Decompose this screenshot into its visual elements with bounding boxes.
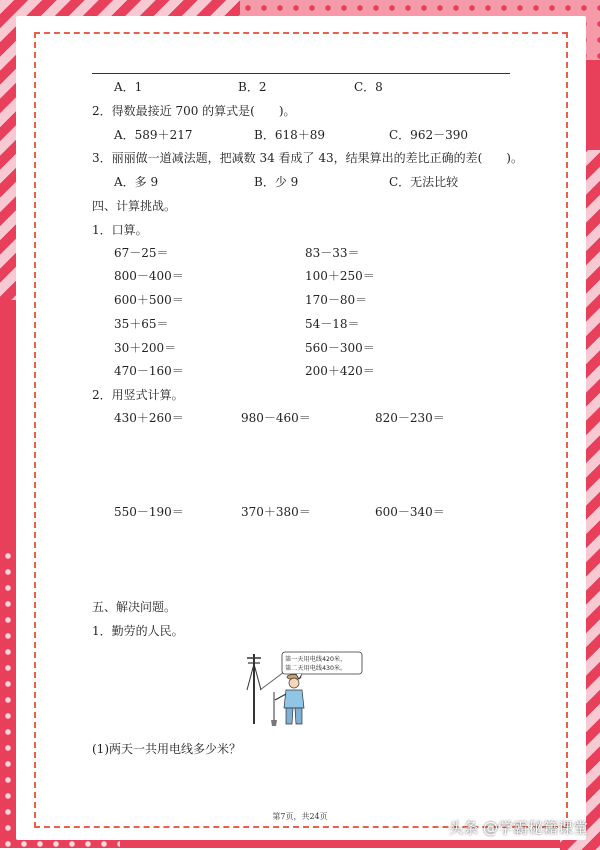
vertical-2: 980－460＝ (241, 411, 311, 425)
vertical-6: 600－340＝ (375, 505, 445, 519)
q3-option-b: B．少 9 (254, 175, 299, 189)
vertical-5: 370＋380＝ (241, 505, 311, 519)
oral-right-5: 560－300＝ (305, 341, 375, 355)
oral-right-3: 170－80＝ (305, 293, 368, 307)
q1-option-a: A．1 (114, 80, 143, 94)
q1-option-c: C．8 (354, 80, 383, 94)
q1-option-b: B．2 (238, 80, 267, 94)
oral-left-1: 67－25＝ (114, 246, 169, 260)
section5-q1: (1)两天一共用电线多少米？ (92, 742, 241, 756)
watermark: 头条 @学霸秘籍课堂 (448, 819, 588, 837)
top-rule (92, 73, 510, 74)
section5-title: 五、解决问题。 (92, 600, 177, 614)
page-footer: 第7页，共24页 (272, 812, 328, 821)
oral-left-2: 800－400＝ (114, 269, 184, 283)
oral-right-6: 200＋420＝ (305, 364, 375, 378)
oral-right-4: 54－18＝ (305, 317, 360, 331)
q2-option-a: A．589＋217 (114, 128, 193, 142)
speech-line-1: 第一天用电线420米， (285, 656, 347, 663)
oral-left-5: 30＋200＝ (114, 341, 177, 355)
oral-right-2: 100＋250＝ (305, 269, 375, 283)
oral-left-6: 470－160＝ (114, 364, 184, 378)
section4-oral-title: 1．口算。 (92, 223, 148, 237)
oral-left-4: 35＋65＝ (114, 317, 169, 331)
speech-line-2: 第二天用电线430米。 (285, 665, 347, 672)
q3-option-c: C．无法比较 (389, 175, 459, 189)
vertical-4: 550－190＝ (114, 505, 184, 519)
q2-option-c: C．962－390 (389, 128, 468, 142)
q3-stem: 3．丽丽做一道减法题，把减数 34 看成了 43，结果算出的差比正确的差( )。 (92, 151, 523, 165)
vertical-1: 430＋260＝ (114, 411, 184, 425)
section4-vertical-title: 2．用竖式计算。 (92, 388, 184, 402)
oral-right-1: 83－33＝ (305, 246, 360, 260)
oral-left-3: 600＋500＝ (114, 293, 184, 307)
vertical-3: 820－230＝ (375, 411, 445, 425)
section5-sub1: 1．勤劳的人民。 (92, 624, 184, 638)
q2-stem: 2．得数最接近 700 的算式是( )。 (92, 104, 296, 118)
worker-pole-illustration (244, 650, 364, 734)
q3-option-a: A．多 9 (114, 175, 159, 189)
section4-title: 四、计算挑战。 (92, 199, 177, 213)
q2-option-b: B．618＋89 (254, 128, 325, 142)
